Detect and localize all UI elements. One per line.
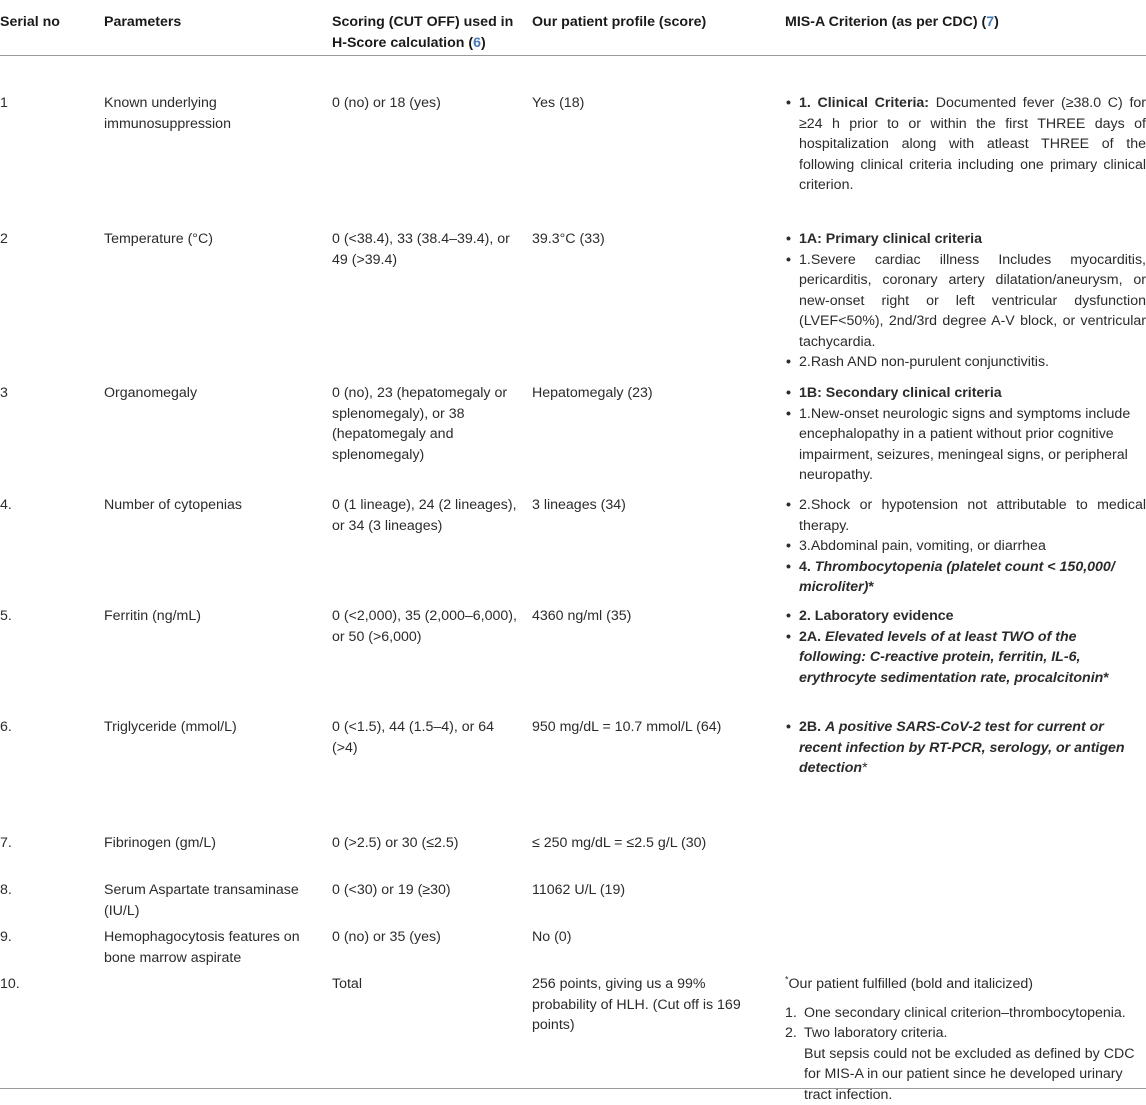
primary-criterion: • 2.Rash AND non-purulent conjunctivitis. xyxy=(785,352,1146,373)
secondary-criteria-title: • 1B: Secondary clinical criteria xyxy=(785,383,1146,404)
serial-cell: 6. xyxy=(0,719,12,735)
footnote-item: 2. Two laboratory criteria. But sepsis could not be excluded as defined by CDC for MIS-A in our patient since he developed urinary tract infection. xyxy=(785,1025,1135,1103)
misa-cell xyxy=(785,833,1146,880)
scoring-cell: 0 (>2.5) or 30 (≤2.5) xyxy=(332,835,459,851)
secondary-criterion-fulfilled: • 4. Thrombocytopenia (platelet count < 150,000/ microliter)* xyxy=(785,557,1146,598)
parameter-cell xyxy=(104,974,332,1105)
table-row xyxy=(0,383,1146,495)
profile-cell: 4360 ng/ml (35) xyxy=(532,608,632,624)
parameter-cell: Serum Aspartate transaminase (IU/L) xyxy=(104,882,299,919)
profile-cell: 39.3°C (33) xyxy=(532,231,605,247)
laboratory-criterion-fulfilled: • 2B. A positive SARS-CoV-2 test for current or recent infection by RT-PCR, serology, or antigen detection* xyxy=(785,717,1146,779)
table-row xyxy=(0,606,1146,717)
parameter-cell: Temperature (°C) xyxy=(104,231,213,247)
citation-link[interactable]: 6 xyxy=(473,34,482,51)
header-row xyxy=(0,0,1146,56)
table-row xyxy=(0,927,1146,974)
scoring-cell: 0 (<38.4), 33 (38.4–39.4), or 49 (>39.4) xyxy=(332,231,510,268)
header-profile: Our patient profile (score) xyxy=(532,0,785,56)
bottom-rule xyxy=(0,1088,1146,1089)
header-misa: MIS-A Criterion (as per CDC) (7) xyxy=(785,0,1146,56)
misa-cell xyxy=(785,927,1146,974)
table-row xyxy=(0,833,1146,880)
header-parameters: Parameters xyxy=(104,0,332,56)
misa-cell xyxy=(785,974,1146,1105)
secondary-criterion: • 2.Shock or hypotension not attributable to medical therapy. xyxy=(785,495,1146,536)
primary-criterion: • 1.Severe cardiac illness Includes myocarditis, pericarditis, coronary artery dilatation/aneurysm, or new-onset right or left ventricular dysfunction (LVEF<50%), 2nd/3rd degree A-V block, or ventricular tachycardia. xyxy=(785,250,1146,353)
serial-cell: 1 xyxy=(0,95,8,111)
scoring-cell: 0 (no) or 18 (yes) xyxy=(332,95,441,111)
table-row xyxy=(0,974,1146,1105)
scoring-cell: 0 (<2,000), 35 (2,000–6,000), or 50 (>6,000) xyxy=(332,608,517,645)
footnote-item: 1. One secondary clinical criterion–thrombocytopenia. xyxy=(785,1004,1126,1021)
misa-cell xyxy=(785,56,1146,230)
secondary-criterion: • 1.New-onset neurologic signs and symptoms include encephalopathy in a patient without prior cognitive impairment, seizures, meningeal signs, or peripheral neuropathy. xyxy=(785,404,1146,486)
laboratory-criterion-fulfilled: • 2A. Elevated levels of at least TWO of the following: C-reactive protein, ferritin, IL-6, erythrocyte sedimentation rate, procalcitonin* xyxy=(785,627,1146,689)
serial-cell: 4. xyxy=(0,497,12,513)
misa-cell xyxy=(785,229,1146,383)
scoring-cell: 0 (1 lineage), 24 (2 lineages), or 34 (3 lineages) xyxy=(332,497,517,534)
primary-criteria-title: • 1A: Primary clinical criteria xyxy=(785,229,1146,250)
misa-cell xyxy=(785,383,1146,495)
parameter-cell: Hemophagocytosis features on bone marrow aspirate xyxy=(104,929,300,966)
table-row xyxy=(0,495,1146,606)
serial-cell: 7. xyxy=(0,835,12,851)
profile-cell: 11062 U/L (19) xyxy=(532,882,626,898)
misa-cell xyxy=(785,717,1146,833)
scoring-cell: 0 (no), 23 (hepatomegaly or splenomegaly), or 38 (hepatomegaly and splenomegaly) xyxy=(332,385,508,463)
scoring-cell: 0 (no) or 35 (yes) xyxy=(332,929,441,945)
profile-cell: Yes (18) xyxy=(532,95,585,111)
clinical-criteria: • 1. Clinical Criteria: Documented fever (≥38.0 C) for ≥24 h prior to or within the first THREE days of hospitalization along with atleast THREE of the following clinical criteria including one primary clinical criterion. xyxy=(785,93,1146,196)
parameter-cell: Ferritin (ng/mL) xyxy=(104,608,201,624)
serial-cell: 3 xyxy=(0,385,8,401)
misa-cell xyxy=(785,606,1146,717)
table-row xyxy=(0,880,1146,927)
profile-cell: 950 mg/dL = 10.7 mmol/L (64) xyxy=(532,719,722,735)
profile-cell: 256 points, giving us a 99% probability of HLH. (Cut off is 169 points) xyxy=(532,976,741,1033)
serial-cell: 10. xyxy=(0,976,20,992)
table-row xyxy=(0,717,1146,833)
profile-cell: ≤ 250 mg/dL = ≤2.5 g/L (30) xyxy=(532,835,707,851)
scoring-cell: 0 (<30) or 19 (≥30) xyxy=(332,882,451,898)
profile-cell: No (0) xyxy=(532,929,572,945)
serial-cell: 9. xyxy=(0,929,12,945)
citation-link[interactable]: 7 xyxy=(986,14,995,30)
table-row xyxy=(0,229,1146,383)
footnote-intro: *Our patient fulfilled (bold and italicized) xyxy=(785,974,1033,992)
parameter-cell: Triglyceride (mmol/L) xyxy=(104,719,237,735)
table-row xyxy=(0,56,1146,230)
profile-cell: 3 lineages (34) xyxy=(532,497,626,513)
scoring-cell: Total xyxy=(332,976,362,992)
secondary-criterion: • 3.Abdominal pain, vomiting, or diarrhea xyxy=(785,536,1146,557)
parameter-cell: Organomegaly xyxy=(104,385,198,401)
scoring-cell: 0 (<1.5), 44 (1.5–4), or 64 (>4) xyxy=(332,719,495,756)
header-scoring: Scoring (CUT OFF) used in H-Score calculation (6) xyxy=(332,0,532,56)
laboratory-evidence-title: • 2. Laboratory evidence xyxy=(785,606,1146,627)
serial-cell: 5. xyxy=(0,608,12,624)
misa-cell xyxy=(785,880,1146,927)
profile-cell: Hepatomegaly (23) xyxy=(532,385,653,401)
parameter-cell: Fibrinogen (gm/L) xyxy=(104,835,216,851)
parameter-cell: Known underlying immunosuppression xyxy=(104,95,231,132)
serial-cell: 8. xyxy=(0,882,12,898)
serial-cell: 2 xyxy=(0,231,8,247)
footnote xyxy=(785,974,1146,1105)
header-serial: Serial no xyxy=(0,0,104,56)
misa-cell xyxy=(785,495,1146,606)
parameter-cell: Number of cytopenias xyxy=(104,497,243,513)
